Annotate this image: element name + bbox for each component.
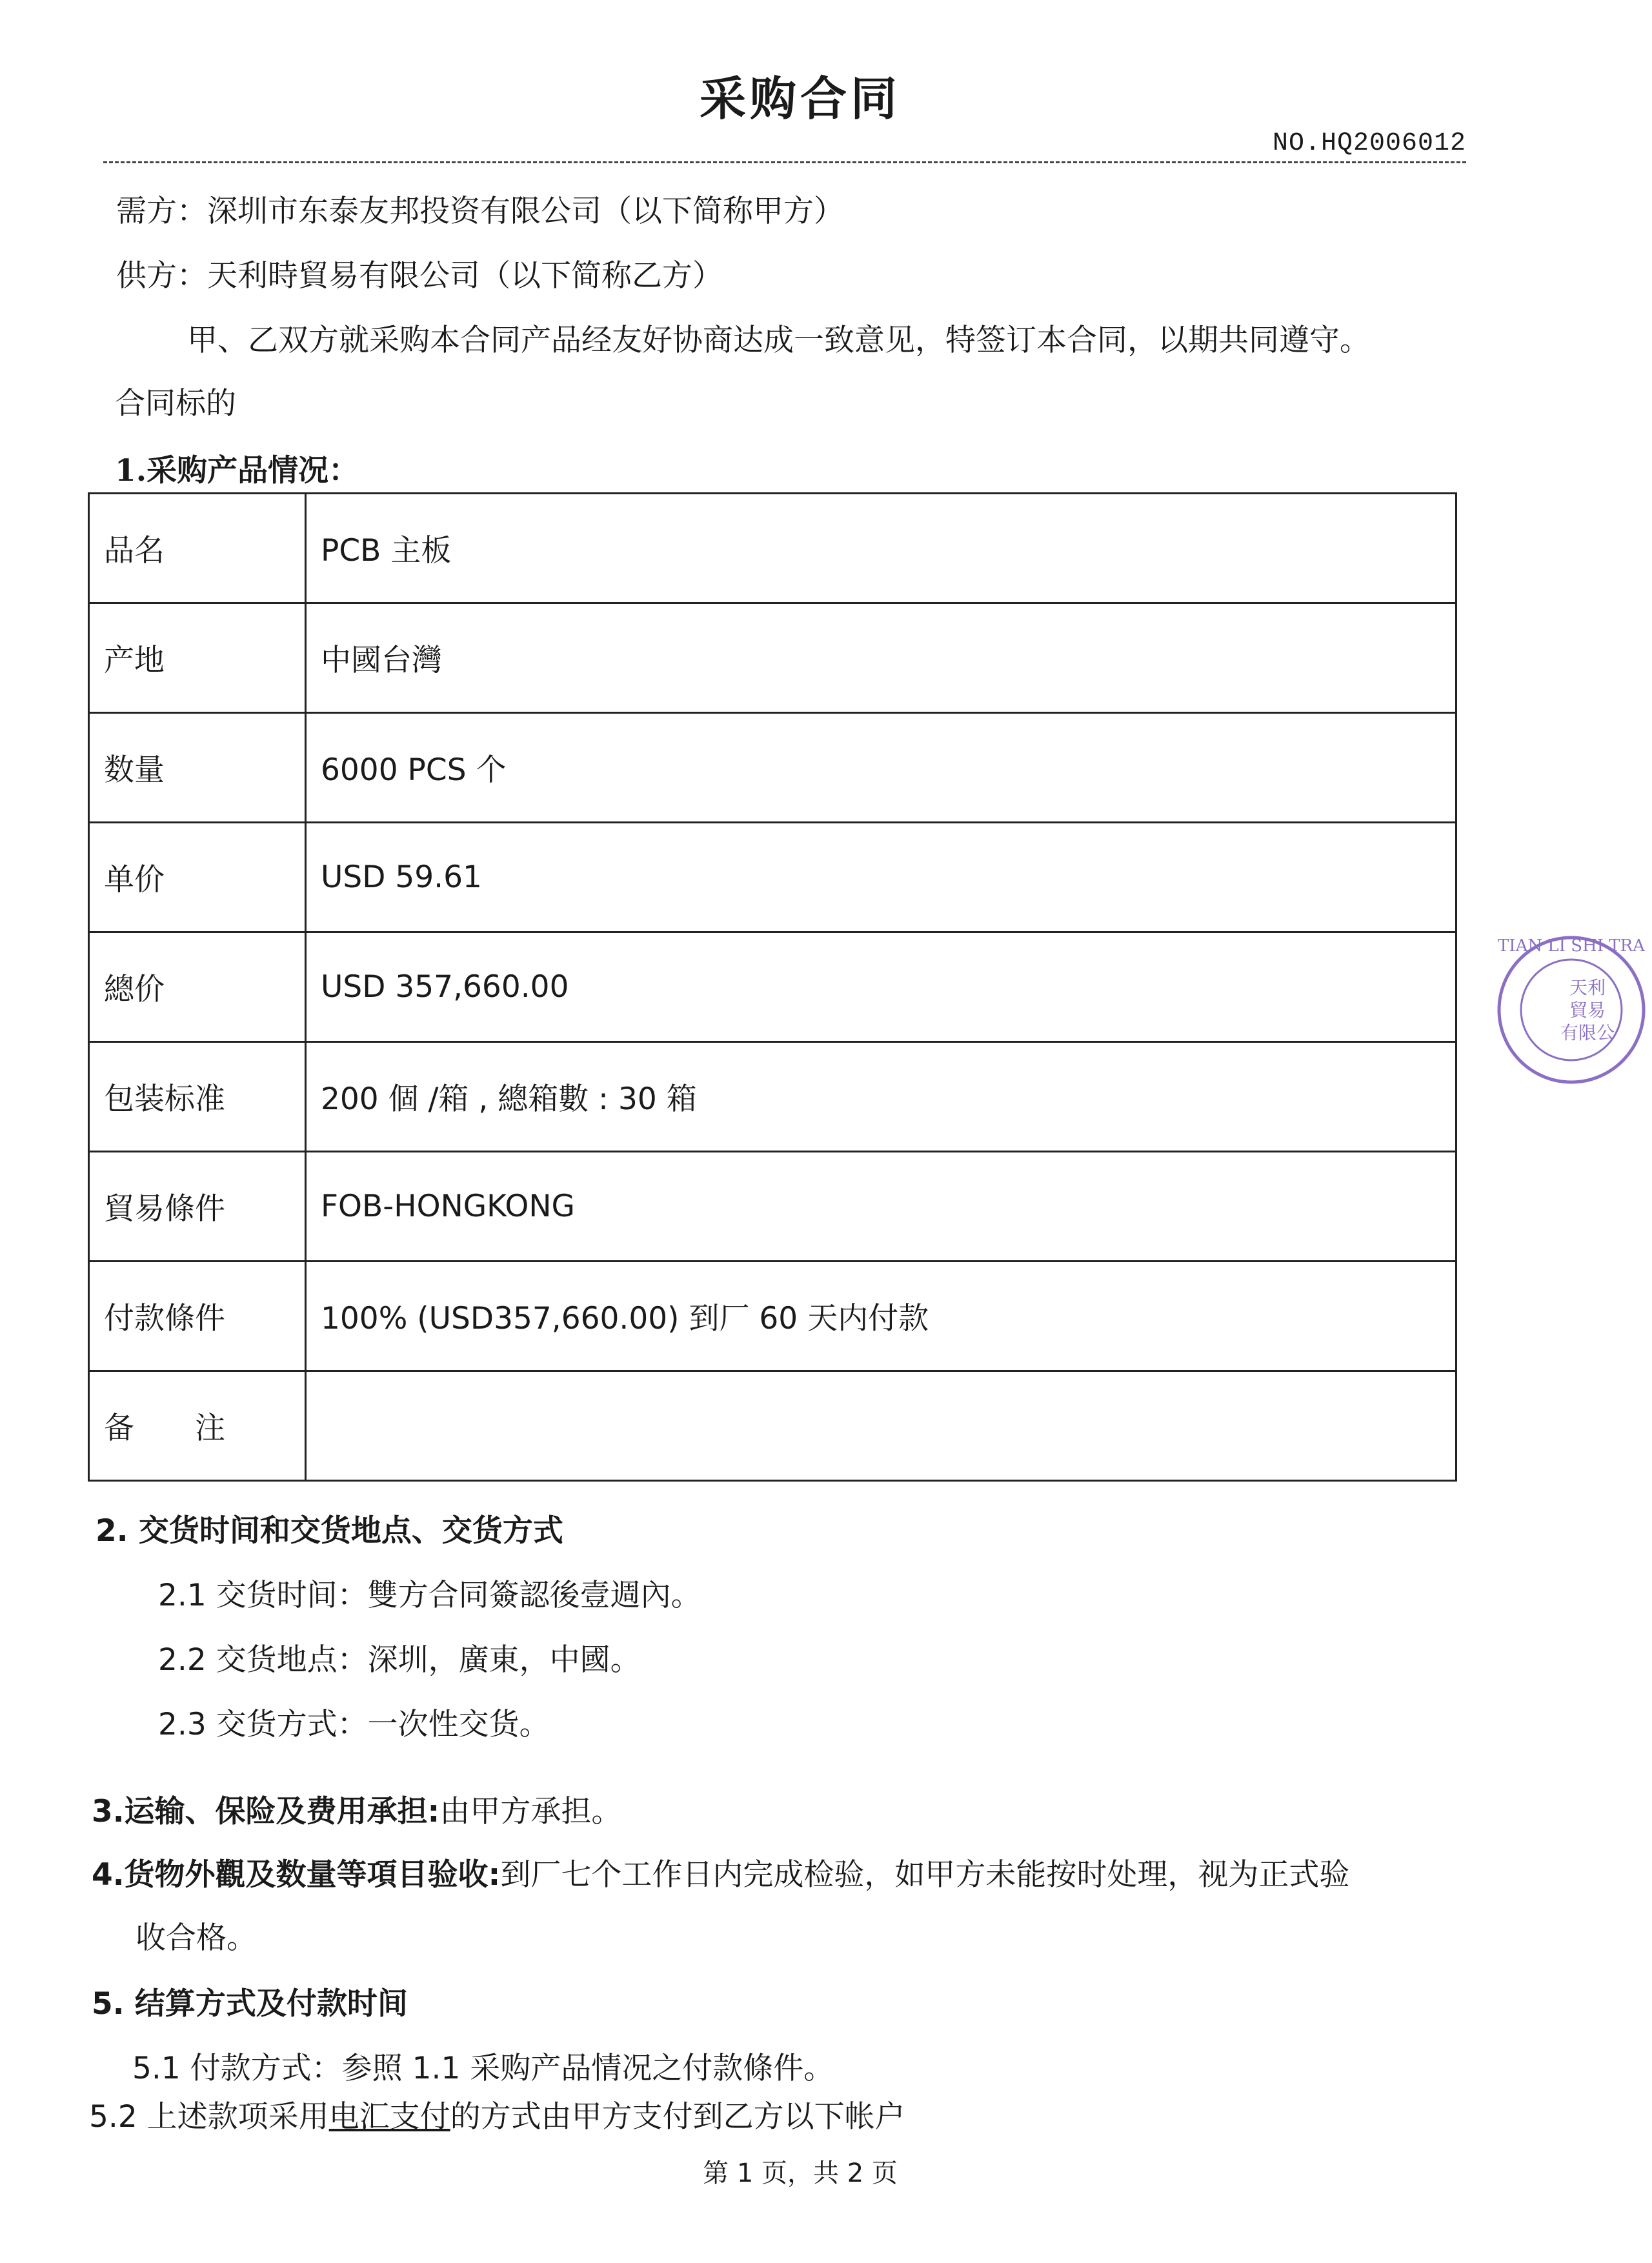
seal-inner-text: 天利 [1569, 977, 1606, 998]
table-row [89, 1371, 1456, 1481]
table-key: 貿易條件 [89, 1152, 306, 1262]
section4-text: 到厂七个工作日内完成检验，如甲方未能按时处理，视为正式验 [500, 1857, 1350, 1893]
section5-heading: 5. 结算方式及付款时间 [92, 1986, 408, 2022]
table-row [89, 932, 1456, 1042]
section2-heading: 2. 交货时间和交货地点、交货方式 [96, 1513, 563, 1549]
seal-inner-text: 有限公 [1560, 1022, 1615, 1043]
seal-outer-text: TIAN LI SHI TRA [1498, 936, 1645, 956]
subject-heading: 合同标的 [115, 386, 236, 421]
section4-continuation: 收合格。 [136, 1920, 257, 1956]
table-row [89, 1042, 1456, 1152]
table-value: 200 個 /箱 , 總箱數 : 30 箱 [306, 1042, 1456, 1152]
table-value: USD 357,660.00 [306, 932, 1456, 1042]
table-key: 付款條件 [89, 1262, 306, 1371]
buyer-label: 需方： [116, 194, 207, 229]
document-number: NO.HQ2006012 [1272, 129, 1466, 158]
table-key: 备 注 [89, 1371, 306, 1481]
document-title: 采购合同 [699, 71, 901, 126]
buyer-line [116, 187, 844, 230]
section2-item: 2.2 交货地点：深圳，廣東，中國。 [158, 1642, 641, 1678]
table-key: 数量 [89, 713, 306, 823]
table-key: 總价 [89, 932, 306, 1042]
table-key: 品名 [89, 494, 306, 603]
section2-item: 2.3 交货方式：一次性交货。 [158, 1707, 550, 1742]
section3-line [92, 1787, 621, 1831]
section5-item2-pre: 5.2 上述款项采用 [89, 2099, 329, 2135]
table-value: PCB 主板 [306, 494, 1456, 603]
table-row [89, 603, 1456, 713]
intro-paragraph: 甲、乙双方就采购本合同产品经友好协商达成一致意见，特签订本合同，以期共同遵守。 [187, 323, 1370, 358]
table-value: FOB-HONGKONG [306, 1152, 1456, 1262]
table-row [89, 494, 1456, 603]
section5-item1: 5.1 付款方式：参照 1.1 采购产品情况之付款條件。 [132, 2051, 834, 2086]
table-row [89, 1152, 1456, 1262]
table-row [89, 713, 1456, 823]
supplier-label: 供方： [116, 258, 207, 294]
section2-item: 2.1 交货时间：雙方合同簽認後壹週內。 [158, 1578, 701, 1613]
section4-heading: 4.货物外觀及数量等項目验收: [92, 1857, 501, 1893]
table-value: 100% (USD357,660.00) 到厂 60 天内付款 [306, 1262, 1456, 1371]
payment-method-text: 电汇支付 [328, 2099, 450, 2135]
header-divider [103, 161, 1466, 163]
company-seal [1491, 929, 1652, 1091]
seal-inner-text: 貿易 [1569, 1000, 1606, 1021]
table-row [89, 1262, 1456, 1371]
page-footer: 第 1 页，共 2 页 [703, 2158, 898, 2188]
section4-line [92, 1851, 1349, 1894]
section5-item2 [89, 2093, 905, 2136]
section5-item2-post: 的方式由甲方支付到乙方以下帐户 [450, 2099, 905, 2135]
table-row [89, 823, 1456, 932]
table-key: 产地 [89, 603, 306, 713]
buyer-name: 深圳市东泰友邦投资有限公司（以下简称甲方） [207, 194, 844, 229]
section3-heading: 3.运输、保险及费用承担: [92, 1794, 440, 1829]
table-value: USD 59.61 [306, 823, 1456, 932]
table-value: 中國台灣 [306, 603, 1456, 713]
section1-heading: 1.采购产品情况： [115, 453, 359, 488]
supplier-line [116, 252, 723, 295]
product-table [88, 492, 1457, 1482]
supplier-name: 天利時貿易有限公司（以下简称乙方） [207, 258, 723, 294]
table-key: 单价 [89, 823, 306, 932]
table-value [306, 1371, 1456, 1481]
table-value: 6000 PCS 个 [306, 713, 1456, 823]
table-key: 包装标准 [89, 1042, 306, 1152]
section3-text: 由甲方承担。 [439, 1794, 622, 1829]
